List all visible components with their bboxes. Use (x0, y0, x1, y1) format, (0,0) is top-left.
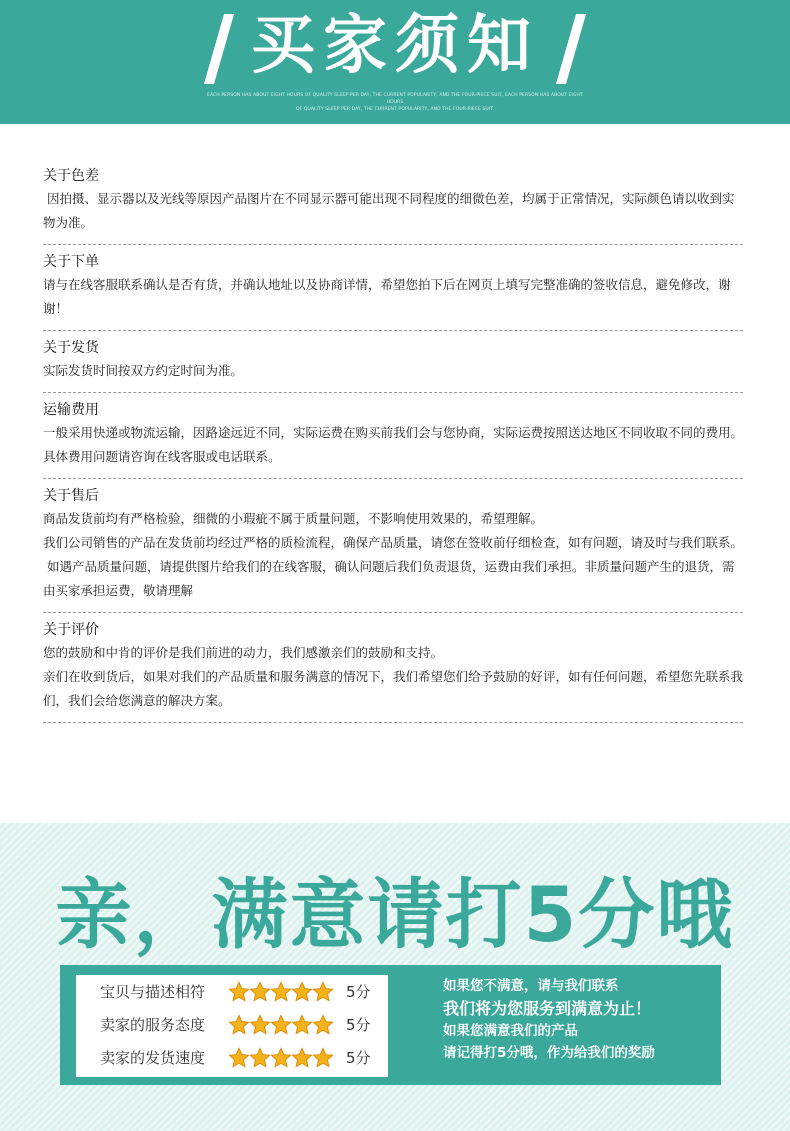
dashed-divider (43, 478, 743, 479)
notice-content (43, 160, 743, 729)
rating-score: 5分 (346, 1049, 371, 1067)
section-body (43, 641, 743, 713)
star-icon (270, 1047, 292, 1069)
star-icon (270, 1014, 292, 1036)
star-icon (249, 981, 271, 1003)
dashed-divider (43, 244, 743, 245)
section-title: 运输费用 (43, 402, 99, 418)
section-line: 您的鼓励和中肯的评价是我们前进的动力，我们感激亲们的鼓励和支持。 (43, 645, 444, 660)
section-after-sales (43, 485, 743, 613)
section-title: 关于评价 (43, 622, 99, 638)
rating-label: 宝贝与描述相符 (100, 983, 206, 1001)
star-icon (249, 1014, 271, 1036)
section-title: 关于色差 (43, 168, 99, 184)
rating-box (76, 975, 388, 1077)
rating-promo (0, 823, 790, 1131)
rating-row-delivery (76, 1043, 388, 1073)
section-title: 关于下单 (43, 254, 99, 270)
header-banner (0, 0, 790, 124)
star-rating (228, 1047, 333, 1069)
star-icon (312, 1047, 334, 1069)
star-icon (291, 981, 313, 1003)
rating-label: 卖家的服务态度 (100, 1016, 206, 1034)
section-body (43, 421, 743, 469)
section-line: 我们公司销售的产品在发货前均经过严格的质检流程，确保产品质量，请您在签收前仔细检查，如有问题，请及时与我们联系。 (43, 535, 744, 550)
star-icon (291, 1014, 313, 1036)
section-line: 如遇产品质量问题，请提供图片给我们的在线客服，确认问题后我们负责退货，运费由我们承担。非质量问题产生的退货，需由买家承担运费，敬请理解 (43, 559, 735, 598)
section-title: 关于售后 (43, 488, 99, 504)
section-reviews (43, 619, 743, 723)
section-body (43, 507, 743, 603)
star-icon (312, 1014, 334, 1036)
section-line: 一般采用快递或物流运输，因路途远近不同，实际运费在购买前我们会与您协商，实际运费按照送达地区不同收取不同的费用。具体费用问题请咨询在线客服或电话联系。 (43, 425, 744, 464)
header-subtitle-line1: EACH PERSON HAS ABOUT EIGHT HOURS OF QUALITY SLEEP PER DAY, THE CURRENT POPULARITY, AND THE FOUR-PIECE SUIT, EACH PERSON HAS ABOUT EIGHT HOURS (207, 93, 583, 105)
rating-score: 5分 (346, 1016, 371, 1034)
message-line: 我们将为您服务到满意为止！ (443, 999, 652, 1018)
dashed-divider (43, 612, 743, 613)
section-body (43, 273, 743, 321)
star-icon (228, 981, 250, 1003)
header-subtitle (200, 92, 590, 113)
rating-banner (60, 965, 721, 1085)
section-color-difference (43, 165, 743, 245)
section-ordering (43, 251, 743, 331)
section-line: 亲们在收到货后，如果对我们的产品质量和服务满意的情况下，我们希望您们给予鼓励的好评，如有任何问题，希望您先联系我们，我们会给您满意的解决方案。 (43, 669, 744, 708)
section-line: 请与在线客服联系确认是否有货，并确认地址以及协商详情，希望您拍下后在网页上填写完整准确的签收信息，避免修改，谢谢！ (43, 277, 731, 316)
message-line: 如果您满意我们的产品 (443, 1023, 578, 1039)
star-icon (312, 981, 334, 1003)
rating-score: 5分 (346, 983, 371, 1001)
section-line: 实际发货时间按双方约定时间为准。 (43, 363, 244, 378)
dashed-divider (43, 392, 743, 393)
star-icon (228, 1014, 250, 1036)
section-shipping (43, 337, 743, 393)
star-icon (249, 1047, 271, 1069)
star-rating (228, 981, 333, 1003)
section-freight (43, 399, 743, 479)
message-line: 请记得打5分哦，作为给我们的奖励 (443, 1045, 655, 1061)
header-subtitle-line2: OF QUALITY SLEEP PER DAY, THE CURRENT POPULARITY, AND THE FOUR-PIECE SUIT. (295, 107, 495, 112)
star-icon (291, 1047, 313, 1069)
message-line: 如果您不满意，请与我们联系 (443, 978, 619, 994)
star-icon (228, 1047, 250, 1069)
section-body (43, 359, 743, 383)
dashed-divider (43, 722, 743, 723)
rating-message (443, 975, 655, 1065)
section-body (43, 187, 743, 235)
section-line: 商品发货前均有严格检验，细微的小瑕疵不属于质量问题，不影响使用效果的，希望理解。 (43, 511, 544, 526)
rating-row-description (76, 977, 388, 1007)
section-line: 因拍摄、显示器以及光线等原因产品图片在不同显示器可能出现不同程度的细微色差，均属于正常情况，实际颜色请以收到实物为准。 (43, 191, 735, 230)
section-title: 关于发货 (43, 340, 99, 356)
rating-label: 卖家的发货速度 (100, 1049, 206, 1067)
star-icon (270, 981, 292, 1003)
dashed-divider (43, 330, 743, 331)
rating-slogan: 亲，满意请打5分哦 (55, 870, 735, 959)
rating-row-service (76, 1010, 388, 1040)
page-title: 买家须知 (251, 8, 539, 83)
star-rating (228, 1014, 333, 1036)
